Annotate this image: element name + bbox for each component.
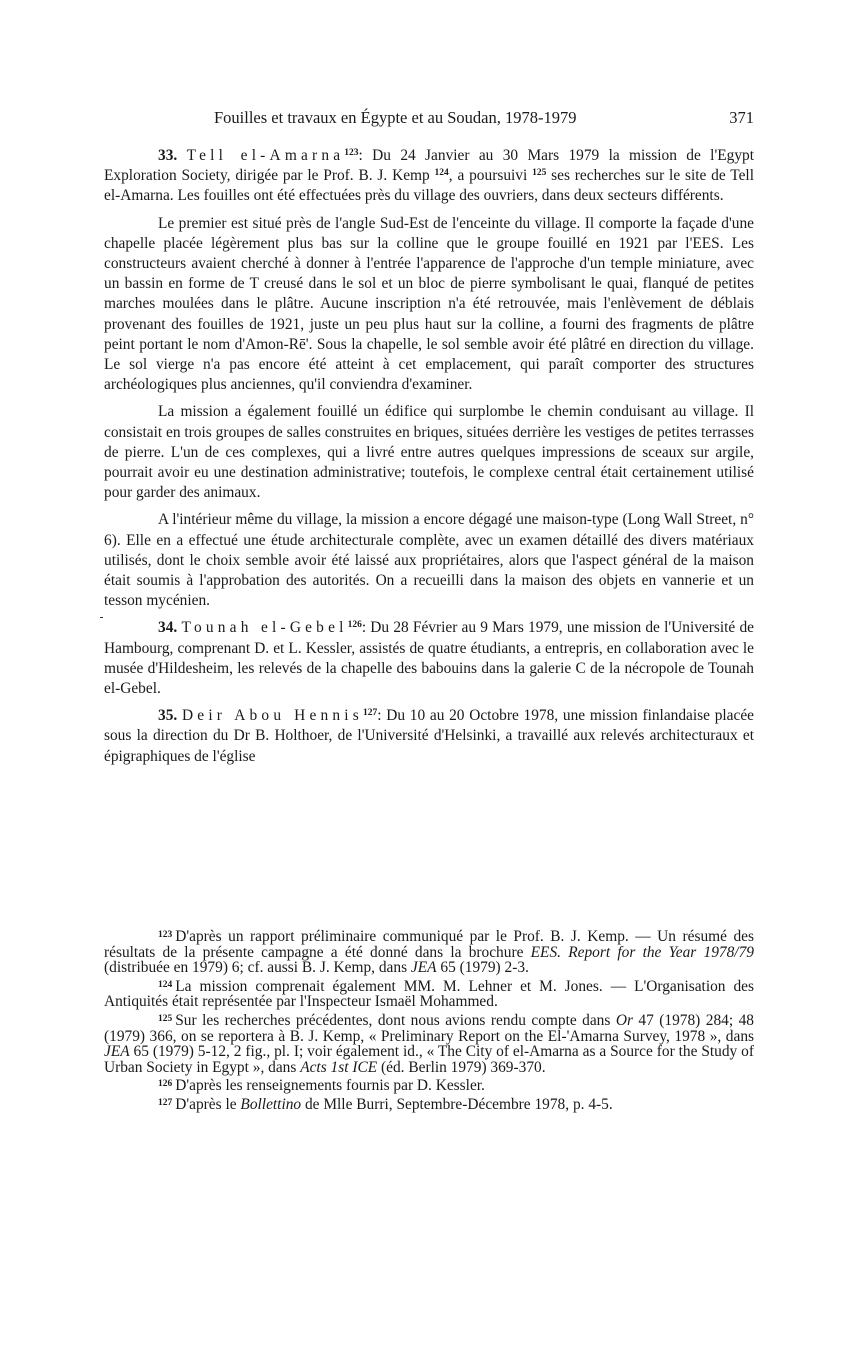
section-33-paragraph-2: Le premier est situé près de l'angle Sud-Est de l'enceinte du village. Il comporte la façade d'une chapelle placée légèrement plus bas sur la colline que le groupe fouillé en 1921 par l'EES. Les constructeurs avaient cherché à donner à l'entrée l'apparence de l'approche d'un temple miniature, avec un bassin en forme de T creusé dans le sol et un bloc de pierre symbolisant le quai, flanqué de petites marches moulées dans le plâtre. Aucune inscription n'a été retrouvée, mais l'enlèvement de déblais provenant des fouilles de 1921, juste un peu plus haut sur la colline, a fourni des fragments de plâtre peint portant le nom d'Amon-Rē'. Sous la chapelle, le sol semble avoir été plâtré en direction du village. Le sol vierge n'a pas encore été atteint à cet emplacement, qui paraît comporter des structures archéologiques plus anciennes, qu'il conviendra d'examiner. [104,214,754,394]
footnote-number: 125 [158,1013,173,1024]
footnote-text: (éd. Berlin 1979) 369-370. [377,1058,546,1076]
footnote-number: 126 [158,1079,173,1090]
margin-mark [100,617,103,618]
main-text [104,146,754,767]
footnote-ref[interactable]: 126 [347,620,362,631]
section-number: 33. [158,147,178,164]
journal-abbrev: Or [615,1011,633,1029]
footnote-text: 47 (1978) 284; 48 (1979) 366, on se reportera à B. J. Kemp, « Preliminary Report on the El-'Amarna Survey, 1978 », dans [104,1011,754,1045]
page-number: 371 [729,108,754,127]
place-name: Tell el-Amarna [186,147,345,164]
footnote-text: Sur les recherches précédentes, dont nous avions rendu compte dans [175,1011,616,1029]
citation-title: Acts 1st ICE [300,1058,378,1076]
section-33-paragraph-1 [104,146,754,207]
section-number: 34. [158,619,178,637]
footnote-text: de Mlle Burri, Septembre-Décembre 1978, p. 4-5. [301,1095,613,1113]
section-34-paragraph [104,618,754,699]
footnotes [104,929,754,1113]
paragraph-text: : Du 28 Février au 9 Mars 1979, une mission de l'Université de Hambourg, comprenant D. et L. Kessler, assistés de quatre étudiants, a entrepris, en collaboration avec le musée d'Hildesheim, les relevés de la chapelle des babouins dans la galerie C de la nécropole de Tounah el-Gebel. [104,619,754,698]
footnote-text: (distribuée en 1979) 6; cf. aussi B. J. Kemp, dans [104,959,411,977]
footnote-ref[interactable]: 123 [344,148,359,158]
section-35-paragraph [104,706,754,767]
paragraph-text: : Du 10 au 20 Octobre 1978, une mission finlandaise placée sous la direction du Dr B. Holthoer, de l'Université d'Helsinki, a travaillé aux relevés architecturaux et épigraphiques de l'église [104,707,755,765]
footnote-text: 65 (1979) 5-12, 2 fig., pl. I; voir également id., « The City of el-Amarna as a Source for the Study of Urban Society in Egypt », dans [104,1043,754,1076]
section-33-paragraph-3: La mission a également fouillé un édifice qui surplombe le chemin conduisant au village. Il consistait en trois groupes de salles construites en briques, situées derrière les vestiges de petites terrasses de pierre. L'un de ces complexes, qui a livré entre autres quelques impressions de sceaux sur argile, pourrait avoir eu une destination administrative; toutefois, le complexe central était certainement utilisé pour garder des animaux. [104,403,754,502]
section-33-paragraph-4: A l'intérieur même du village, la mission a encore dégagé une maison-type (Long Wall Street, n° 6). Elle en a effectué une étude architecturale complète, avec un examen détaillé des divers matériaux utilisés, dont le choix semble avoir été laissé aux propriétaires, alors que l'aspect général de la maison était soumis à l'approbation des autorités. On a recueilli dans la maison des objets en vannerie et un tesson mycénien. [104,511,754,610]
place-name: Tounah el-Gebel [181,619,348,637]
footnote-ref[interactable]: 124 [434,168,449,179]
footnote-number: 127 [158,1097,173,1108]
running-title: Fouilles et travaux en Égypte et au Soudan, 1978-1979 [214,108,577,127]
citation-title: EES. Report for the Year 1978/79 [530,943,754,961]
paragraph-text: : Du 24 Janvier au 30 Mars 1979 la mission de l'Egypt Exploration Society, dirigée par le Prof. B. J. Kemp [104,147,754,185]
journal-title: Bollettino [240,1095,302,1113]
footnote-number: 124 [158,979,173,990]
footnote-125 [104,1013,754,1075]
journal-abbrev: JEA [104,1043,130,1061]
footnote-number: 123 [158,930,173,940]
footnote-124 [104,979,754,1010]
footnote-127 [104,1097,754,1113]
footnote-126 [104,1078,754,1094]
section-number: 35. [158,707,178,725]
footnote-text: La mission comprenait également MM. M. Lehner et M. Jones. — L'Organisation des Antiquités était représentée par l'Inspecteur Ismaël Mohammed. [104,977,754,1011]
footnote-text: 65 (1979) 2-3. [436,959,529,977]
footnote-ref[interactable]: 127 [362,708,378,719]
paragraph-text: ses recherches sur le site de Tell el-Amarna. Les fouilles ont été effectuées près du village des ouvriers, dans deux secteurs différents. [104,167,754,205]
footnote-text: D'après les renseignements fournis par D. Kessler. [175,1077,485,1095]
footnote-123 [104,929,754,976]
paragraph-text: , a poursuivi [448,167,528,185]
footnote-ref[interactable]: 125 [532,168,547,179]
footnote-text: D'après un rapport préliminaire communiqué par le Prof. B. J. Kemp. — Un résumé des résultats de la présente campagne a été donné dans la brochure [104,928,754,961]
place-name: Deir Abou Hennis [181,707,363,725]
running-header [214,108,754,132]
footnote-text: D'après le [175,1095,241,1113]
journal-abbrev: JEA [410,959,437,977]
